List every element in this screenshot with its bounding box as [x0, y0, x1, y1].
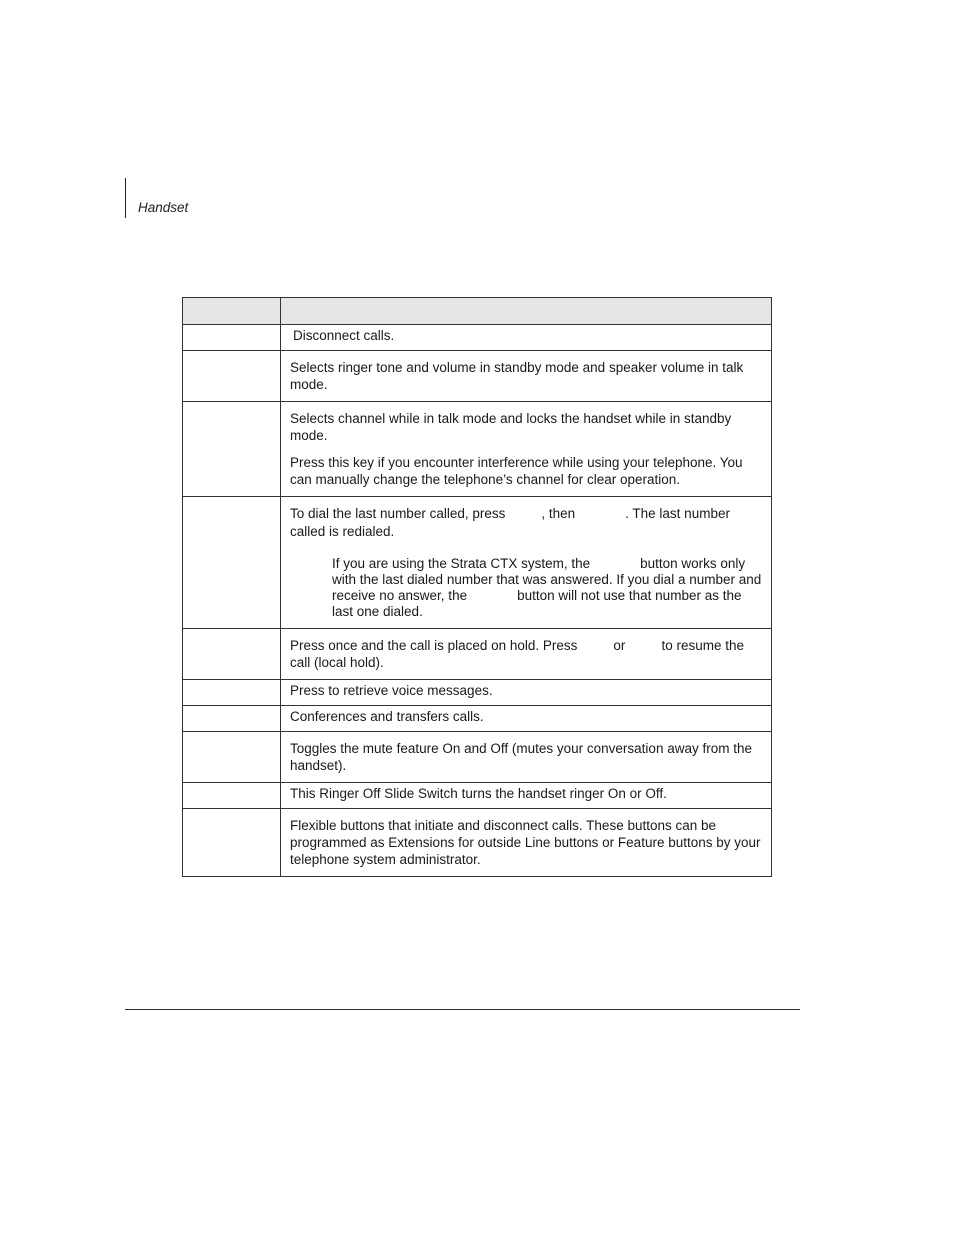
row-key — [183, 497, 281, 629]
row-description: Disconnect calls. — [293, 328, 395, 343]
table-row — [183, 497, 772, 629]
footer-rule — [125, 1009, 800, 1010]
row-key — [183, 629, 281, 680]
table-row — [183, 809, 772, 877]
table-row — [183, 629, 772, 680]
table-header-description — [281, 298, 772, 325]
row-description: Conferences and transfers calls. — [290, 709, 484, 724]
redial-text-a: To dial the last number called, press — [290, 506, 506, 521]
row-key — [183, 325, 281, 351]
redial-text-b: , then — [541, 506, 576, 521]
row-description: Selects channel while in talk mode and locks the handset while in standby mode. — [290, 411, 732, 443]
table-row — [183, 706, 772, 732]
header-rule — [125, 178, 126, 218]
note-text-a: If you are using the Strata CTX system, the — [332, 556, 591, 571]
row-description: Toggles the mute feature On and Off (mutes your conversation away from the handset). — [290, 741, 752, 773]
row-key — [183, 809, 281, 877]
table-row — [183, 680, 772, 706]
table-header-row — [183, 298, 772, 325]
table-row — [183, 783, 772, 809]
hold-text-b: or — [613, 638, 626, 653]
table-row — [183, 732, 772, 783]
note-text-c: button will not use that number as the last one dialed. — [332, 588, 742, 619]
table-row — [183, 351, 772, 402]
redial-description — [290, 505, 762, 541]
row-description: Flexible buttons that initiate and disconnect calls. These buttons can be programmed as Extensions for outside Line buttons or Feature buttons by your telephone system administrator. — [290, 818, 761, 867]
row-description: Press to retrieve voice messages. — [290, 683, 493, 698]
row-key — [183, 783, 281, 809]
section-label: Handset — [138, 200, 189, 215]
hold-text-c: to resume the call (local hold). — [290, 638, 744, 670]
row-description: This Ringer Off Slide Switch turns the handset ringer On or Off. — [290, 786, 667, 801]
row-key — [183, 680, 281, 706]
row-key — [183, 351, 281, 402]
row-key — [183, 706, 281, 732]
table-row — [183, 325, 772, 351]
row-description: Selects ringer tone and volume in standby mode and speaker volume in talk mode. — [290, 360, 744, 392]
handset-keys-table — [182, 297, 772, 877]
hold-text-a: Press once and the call is placed on hold. Press — [290, 638, 578, 653]
redial-text-c: . The last number called is redialed. — [290, 506, 730, 539]
note-text-b: button works only with the last dialed number that was answered. If you dial a number and receive no answer, the — [332, 556, 762, 603]
row-key — [183, 402, 281, 497]
redial-note — [332, 556, 762, 620]
table-row — [183, 402, 772, 497]
row-description: Press this key if you encounter interference while using your telephone. You can manually change the telephone’s channel for clear operation. — [290, 455, 743, 487]
table-header-key — [183, 298, 281, 325]
row-key — [183, 732, 281, 783]
hold-description — [290, 637, 762, 671]
